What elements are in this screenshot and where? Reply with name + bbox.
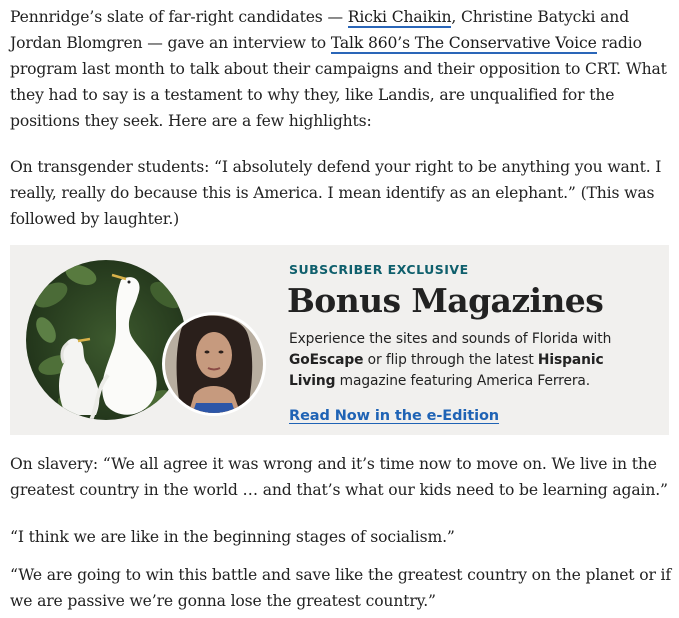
link-ricki-chaikin[interactable]: Ricki Chaikin: [347, 8, 452, 26]
paragraph-win-battle-quote: “We are going to win this battle and save like the greatest country on the planet or if we are passive we’re gonna lose the greatest country.”: [10, 566, 672, 610]
goescape-label: GoEscape: [289, 352, 364, 368]
promo-description: [289, 329, 649, 392]
hispanic-living-label: Hispanic Living: [289, 352, 604, 389]
text-span: radio program last month to talk about their campaigns and their opposition to CRT. What they had to say is a testament to why they, like Landis, are unqualified for the positions they seek. Here are a few highlights:: [10, 34, 667, 130]
link-talk-860[interactable]: Talk 860’s The Conservative Voice: [330, 34, 597, 52]
paragraph-transgender: On transgender students: “I absolutely defend your right to be anything you want. I really, really do because this is America. I mean identify as an elephant.” (This was followed by laughter.): [10, 158, 662, 228]
text-span: or flip through the latest: [363, 352, 538, 368]
promo-illustration: [26, 255, 271, 425]
promo-title: Bonus Magazines: [287, 281, 604, 320]
paragraph-candidates: [10, 4, 674, 134]
paragraph-slavery: On slavery: “We all agree it was wrong and it’s time now to move on. We live in the greatest country in the world … and that’s what our kids need to be learning again.”: [10, 455, 668, 499]
promo-eyebrow: SUBSCRIBER EXCLUSIVE: [289, 262, 469, 277]
text-span: Experience the sites and sounds of Florida with: [289, 331, 612, 347]
subscriber-promo[interactable]: [10, 245, 669, 435]
text-span: magazine featuring America Ferrera.: [335, 373, 591, 389]
text-span: , Christine Batycki and Jordan Blomgren — gave an interview to: [10, 8, 630, 52]
paragraph-socialism-quote: “I think we are like in the beginning stages of socialism.”: [10, 528, 455, 546]
text-span: Pennridge’s slate of far-right candidates —: [10, 8, 348, 26]
read-now-link[interactable]: Read Now in the e-Edition: [289, 408, 500, 424]
promo-image[interactable]: [26, 255, 271, 425]
